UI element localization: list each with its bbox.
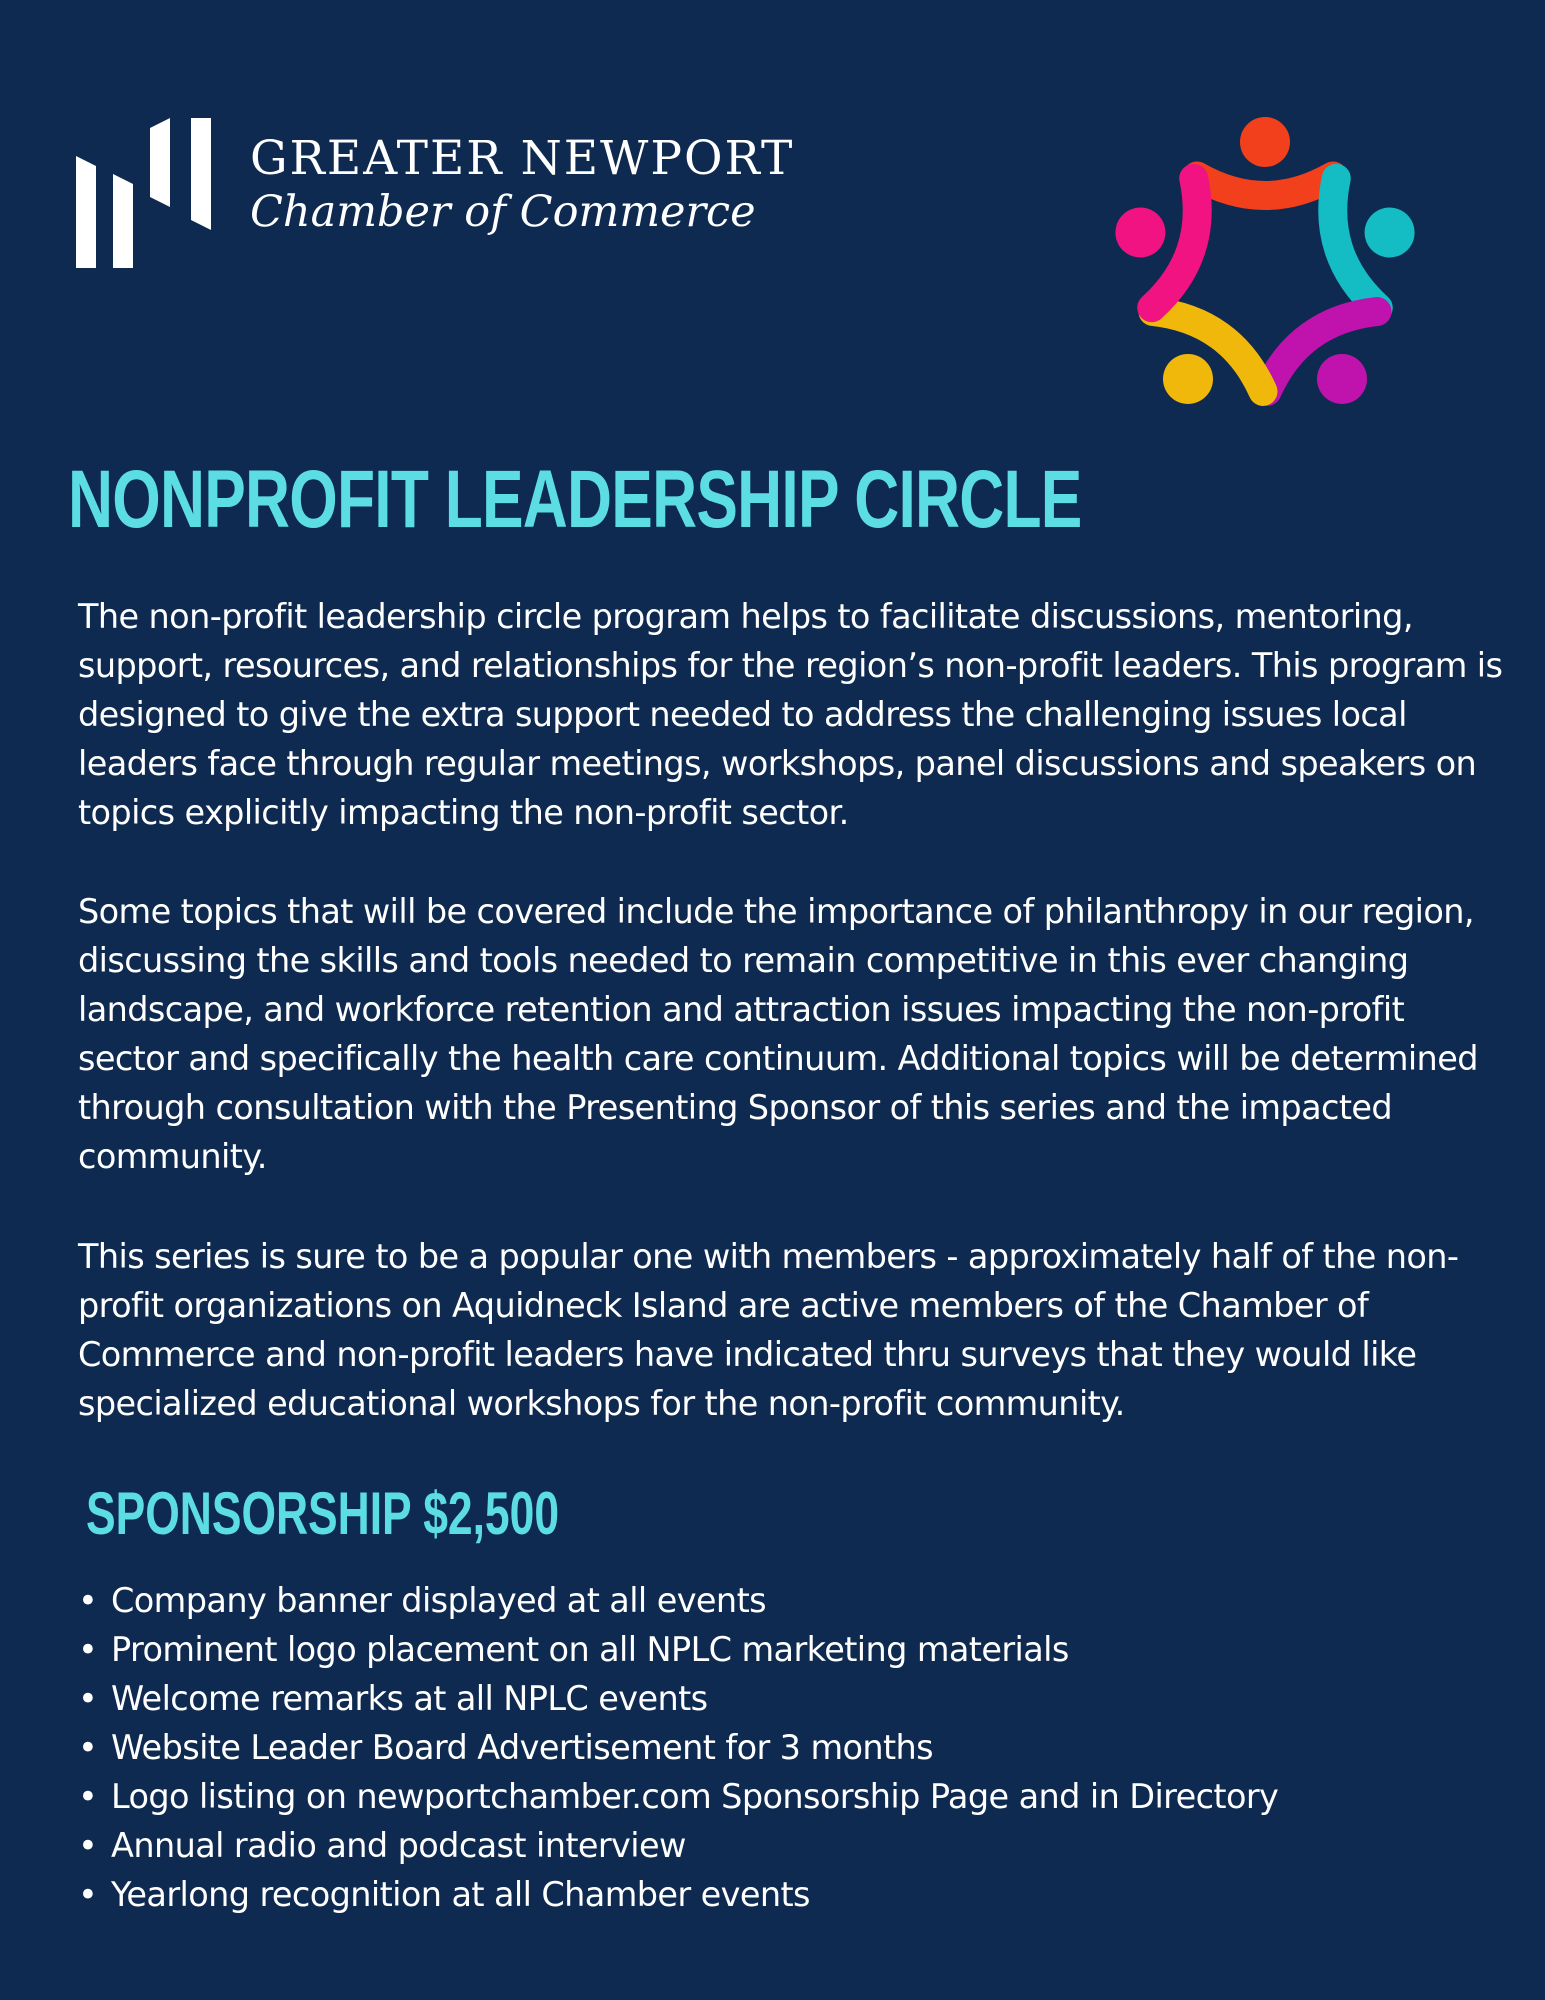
- list-item: [78, 1723, 1278, 1772]
- person-figure: [1197, 117, 1333, 196]
- org-name-line2: Chamber of Commerce: [250, 187, 756, 237]
- bullet-icon: •: [78, 1630, 98, 1669]
- benefit-text: Website Leader Board Advertisement for 3 months: [111, 1728, 934, 1767]
- topics-paragraph: Some topics that will be covered include the importance of philanthropy in our region, discussing the skills and tools needed to remain competitive in this ever changing landscape, and workforce retention and attraction issues impacting the non-profit sector and specifically the health care continuum. Additional topics will be determined through consultation with the Presenting Sponsor of this series and the impacted community.: [78, 892, 1478, 1176]
- org-name-line1: GREATER NEWPORT: [250, 131, 795, 186]
- list-item: [78, 1674, 1278, 1723]
- bullet-icon: •: [78, 1581, 98, 1620]
- membership-paragraph: This series is sure to be a popular one with members - approximately half of the non-profit organizations on Aquidneck Island are active members of the Chamber of Commerce and non-profit leaders have indicated thru surveys that they would like specialized educational workshops for the non-profit community.: [78, 1237, 1459, 1423]
- benefit-text: Yearlong recognition at all Chamber events: [111, 1875, 810, 1914]
- person-figure: [1100, 160, 1212, 314]
- organization-name: [250, 133, 794, 239]
- benefit-text: Company banner displayed at all events: [111, 1581, 766, 1620]
- bullet-icon: •: [78, 1728, 98, 1767]
- benefit-text: Welcome remarks at all NPLC events: [111, 1679, 708, 1718]
- sponsorship-heading: SPONSORSHIP $2,500: [86, 1480, 560, 1547]
- benefit-text: Logo listing on newportchamber.com Sponsorship Page and in Directory: [111, 1777, 1279, 1816]
- bullet-icon: •: [78, 1826, 98, 1865]
- list-item: [78, 1625, 1278, 1674]
- list-item: [78, 1870, 1278, 1919]
- person-figure: [1318, 160, 1430, 314]
- list-item: [78, 1576, 1278, 1625]
- sponsorship-benefits-list: [78, 1576, 1278, 1919]
- page-title: NONPROFIT LEADERSHIP CIRCLE: [68, 454, 1082, 545]
- benefit-text: Prominent logo placement on all NPLC marketing materials: [111, 1630, 1069, 1669]
- benefit-text: Annual radio and podcast interview: [111, 1826, 686, 1865]
- list-item: [78, 1772, 1278, 1821]
- people-circle-icon: [1100, 108, 1430, 438]
- intro-paragraph: The non-profit leadership circle program helps to facilitate discussions, mentoring, support, resources, and relationships for the region’s non-profit leaders. This program is designed to give the extra support needed to address the challenging issues local leaders face through regular meetings, workshops, panel discussions and speakers on topics explicitly impacting the non-profit sector.: [78, 597, 1503, 832]
- person-figure: [1256, 296, 1412, 438]
- bullet-icon: •: [78, 1875, 98, 1914]
- bullet-icon: •: [78, 1679, 98, 1718]
- vertical-bars-logo-icon: [76, 118, 211, 273]
- bullet-icon: •: [78, 1777, 98, 1816]
- list-item: [78, 1821, 1278, 1870]
